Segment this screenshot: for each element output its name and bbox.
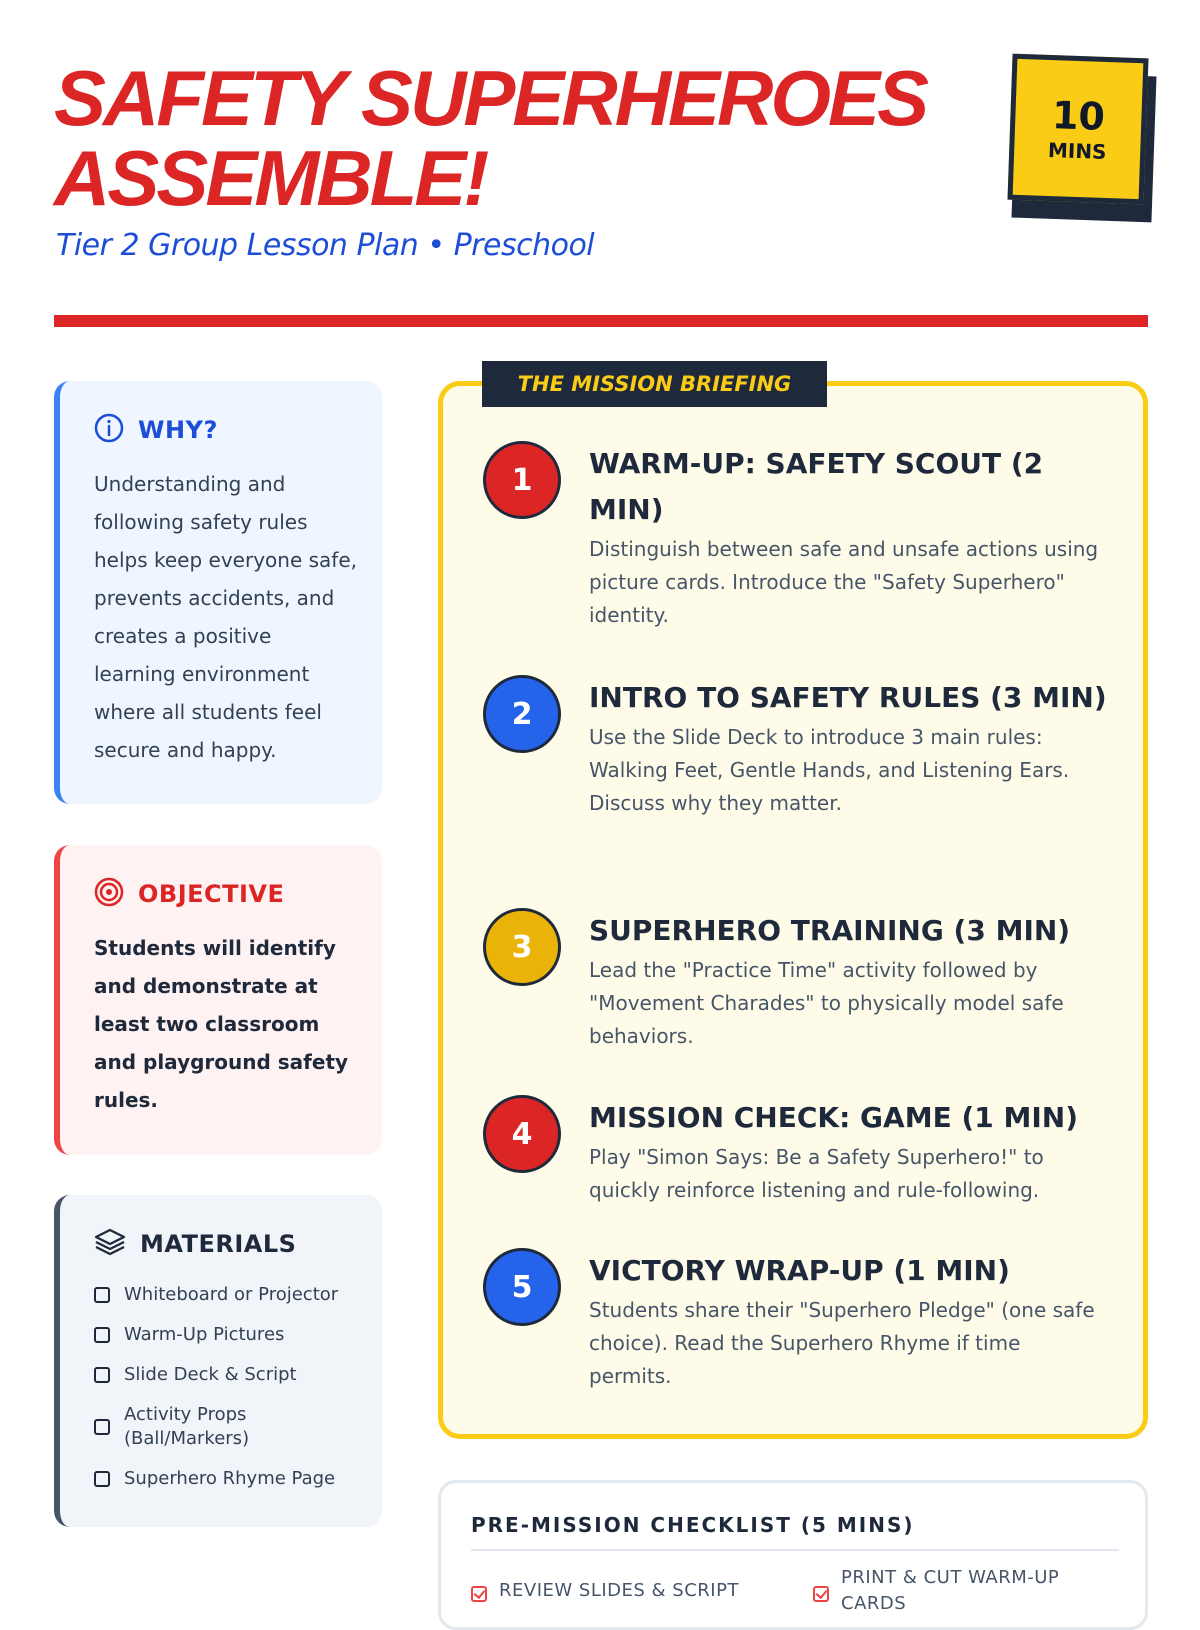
step-title: SUPERHERO TRAINING (3 MIN)	[589, 914, 1071, 947]
title-line-1: SAFETY SUPERHEROES	[54, 54, 927, 142]
checkbox-icon[interactable]	[94, 1419, 110, 1435]
step-description: Play "Simon Says: Be a Safety Superhero!" to quickly reinforce listening and rule-following.	[589, 1145, 1044, 1202]
step-description: Distinguish between safe and unsafe actions using picture cards. Introduce the "Safety Superhero" identity.	[589, 537, 1099, 627]
checked-box-icon[interactable]	[471, 1586, 487, 1602]
material-item[interactable]: Superhero Rhyme Page	[94, 1467, 358, 1491]
step-title: VICTORY WRAP-UP (1 MIN)	[589, 1254, 1010, 1287]
layers-icon	[94, 1227, 126, 1261]
checklist-item[interactable]: PRINT & CUT WARM-UP CARDS	[813, 1565, 1103, 1617]
checklist-divider	[471, 1549, 1119, 1551]
step-number-badge: 3	[483, 908, 561, 986]
checkbox-icon[interactable]	[94, 1367, 110, 1383]
step-description: Lead the "Practice Time" activity followed by "Movement Charades" to physically model safe behaviors.	[589, 958, 1064, 1048]
materials-card	[54, 1195, 382, 1527]
why-card	[54, 381, 382, 804]
step-title: WARM-UP: SAFETY SCOUT (2 MIN)	[589, 447, 1044, 526]
checkbox-icon[interactable]	[94, 1327, 110, 1343]
step-title: MISSION CHECK: GAME (1 MIN)	[589, 1101, 1078, 1134]
step-description: Students share their "Superhero Pledge" (one safe choice). Read the Superhero Rhyme if time permits.	[589, 1298, 1095, 1388]
title-line-2: ASSEMBLE!	[54, 134, 487, 222]
material-item[interactable]: Whiteboard or Projector	[94, 1283, 358, 1307]
checked-box-icon[interactable]	[813, 1586, 829, 1602]
checkbox-icon[interactable]	[94, 1471, 110, 1487]
objective-card	[54, 845, 382, 1155]
checkbox-icon[interactable]	[94, 1287, 110, 1303]
material-item[interactable]: Warm-Up Pictures	[94, 1323, 358, 1347]
materials-list	[94, 1283, 358, 1491]
material-item[interactable]: Slide Deck & Script	[94, 1363, 358, 1387]
page-subtitle: Tier 2 Group Lesson Plan • Preschool	[56, 228, 595, 263]
page-title	[54, 54, 994, 222]
objective-text: Students will identify and demonstrate at least two classroom and playground safety rules.	[94, 936, 349, 1112]
badge-unit: MINS	[1047, 137, 1107, 165]
checklist-item[interactable]: REVIEW SLIDES & SCRIPT	[471, 1578, 739, 1604]
pre-mission-checklist	[438, 1480, 1148, 1630]
target-icon	[94, 877, 124, 911]
header-divider	[54, 315, 1148, 327]
objective-heading: OBJECTIVE	[138, 880, 285, 908]
why-heading: WHY?	[138, 416, 218, 444]
mission-briefing-tag: THE MISSION BRIEFING	[482, 361, 827, 407]
step-description: Use the Slide Deck to introduce 3 main rules: Walking Feet, Gentle Hands, and Listening Ears. Discuss why they matter.	[589, 725, 1070, 815]
step-number-badge: 2	[483, 675, 561, 753]
info-icon	[94, 413, 124, 447]
duration-badge	[1007, 54, 1148, 205]
step-number-badge: 5	[483, 1248, 561, 1326]
why-text: Understanding and following safety rules helps keep everyone safe, prevents accidents, and creates a positive learning environment where all students feel secure and happy.	[94, 472, 357, 762]
badge-number: 10	[1051, 93, 1106, 139]
step-number-badge: 4	[483, 1095, 561, 1173]
material-item[interactable]: Activity Props (Ball/Markers)	[94, 1403, 358, 1451]
step-title: INTRO TO SAFETY RULES (3 MIN)	[589, 681, 1107, 714]
materials-heading: MATERIALS	[140, 1230, 297, 1258]
step-number-badge: 1	[483, 441, 561, 519]
checklist-title: PRE-MISSION CHECKLIST (5 MINS)	[471, 1513, 915, 1537]
